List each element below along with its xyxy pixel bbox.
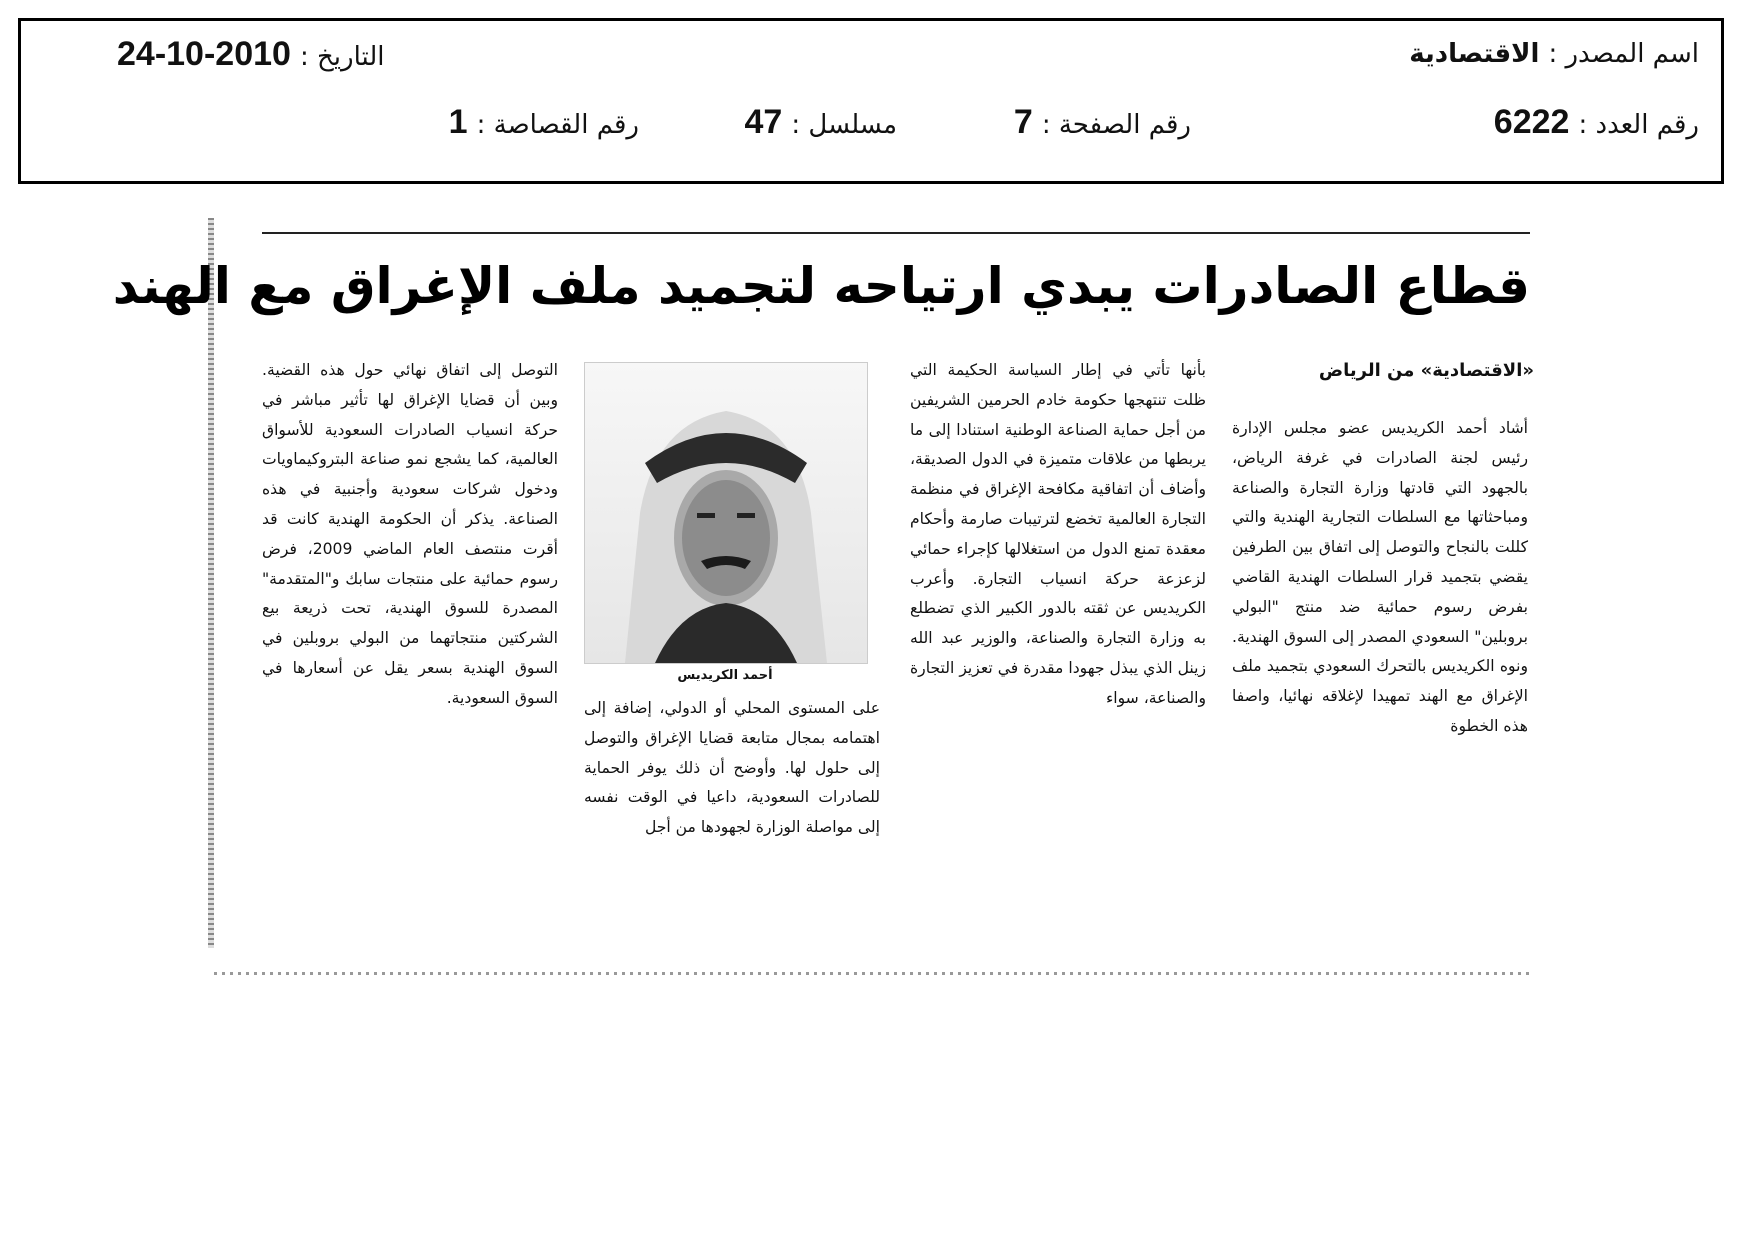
date-label: التاريخ : — [299, 42, 385, 72]
serial-label: مسلسل : — [791, 110, 897, 140]
article-headline: قطاع الصادرات يبدي ارتياحه لتجميد ملف الإغراق مع الهند — [112, 257, 1530, 315]
clip-number-value: 1 — [448, 103, 468, 141]
article-byline: «الاقتصادية» من الرياض — [1318, 360, 1534, 381]
article-column-2: بأنها تأتي في إطار السياسة الحكيمة التي ظلت تنتهجها حكومة خادم الحرمين الشريفين من أجل حماية الصناعة الوطنية استنادا إلى ما يربطها من علاقات متميزة في الدول الصديقة، وأضاف أن اتفاقية مكافحة الإغراق في منظمة التجارة العالمية تخضع لترتيبات صارمة وأحكام معقدة تمنع الدول من استغلالها كإجراء حمائي لزعزعة حركة انسياب التجارة. وأعرب الكريديس عن ثقته بالدور الكبير الذي تضطلع به وزارة التجارة والصناعة، والوزير عبد الله زينل الذي يبذل جهودا مقدرة في تعزيز التجارة والصناعة، سواء — [910, 361, 1206, 707]
headline-rule — [262, 232, 1530, 234]
article-column-4: التوصل إلى اتفاق نهائي حول هذه القضية. وبين أن قضايا الإغراق لها تأثير مباشر في حركة انسياب الصادرات السعودية للأسواق العالمية، كما يشجع نمو صناعة البتروكيماويات ودخول شركات سعودية وأجنبية في هذه الصناعة. يذكر أن الحكومة الهندية كانت قد أقرت منتصف العام الماضي 2009، فرض رسوم حمائية على منتجات سابك و"المتقدمة" المصدرة للسوق الهندية، تحت ذريعة بيع الشركتين منتجاتهما من البولي بروبلين في السوق الهندية بسعر يقل عن أسعارها في السوق السعودية. — [262, 361, 558, 707]
article-column-1: أشاد أحمد الكريديس عضو مجلس الإدارة رئيس لجنة الصادرات في غرفة الرياض، بالجهود التي قادتها وزارة التجارة والصناعة ومباحثاتها مع السلطات التجارية الهندية والتي كللت بالنجاح والتوصل إلى اتفاق بين الطرفين يقضي بتجميد قرار السلطات الهندية القاضي بفرض رسوم حمائية ضد منتج "البولي بروبلين" السعودي المصدر إلى السوق الهندية. ونوه الكريديس بالتحرك السعودي بتجميد ملف الإغراق مع الهند تمهيدا لإغلاقه نهائيا، واصفا هذه الخطوة — [1232, 419, 1528, 735]
clipping-bottom-edge — [214, 972, 1534, 975]
source-field — [1409, 39, 1699, 69]
serial-field — [744, 103, 897, 142]
issue-label: رقم العدد : — [1578, 110, 1699, 140]
portrait-image — [585, 363, 867, 663]
article-column-3: على المستوى المحلي أو الدولي، إضافة إلى اهتمامه بمجال متابعة قضايا الإغراق والتوصل إلى حلول لها. وأوضح أن ذلك يوفر الحماية للصادرات السعودية، داعيا في الوقت نفسه إلى مواصلة الوزارة لجهودها من أجل — [584, 699, 880, 837]
clipping-metadata-box — [18, 18, 1724, 184]
date-field — [117, 35, 385, 74]
page-value: 7 — [1013, 103, 1033, 141]
page-label: رقم الصفحة : — [1041, 110, 1191, 140]
clip-number-label: رقم القصاصة : — [476, 110, 639, 140]
page-field — [1014, 103, 1191, 142]
issue-field — [1494, 103, 1699, 142]
portrait-photo — [584, 362, 868, 664]
photo-caption: أحمد الكريديس — [677, 668, 773, 683]
clip-number-field — [449, 103, 639, 142]
date-value: 24-10-2010 — [117, 35, 291, 73]
source-value: الاقتصادية — [1409, 39, 1540, 69]
clipping-scan-edge — [208, 218, 214, 948]
issue-value: 6222 — [1493, 103, 1570, 141]
source-label: اسم المصدر : — [1548, 39, 1699, 69]
serial-value: 47 — [744, 103, 783, 141]
